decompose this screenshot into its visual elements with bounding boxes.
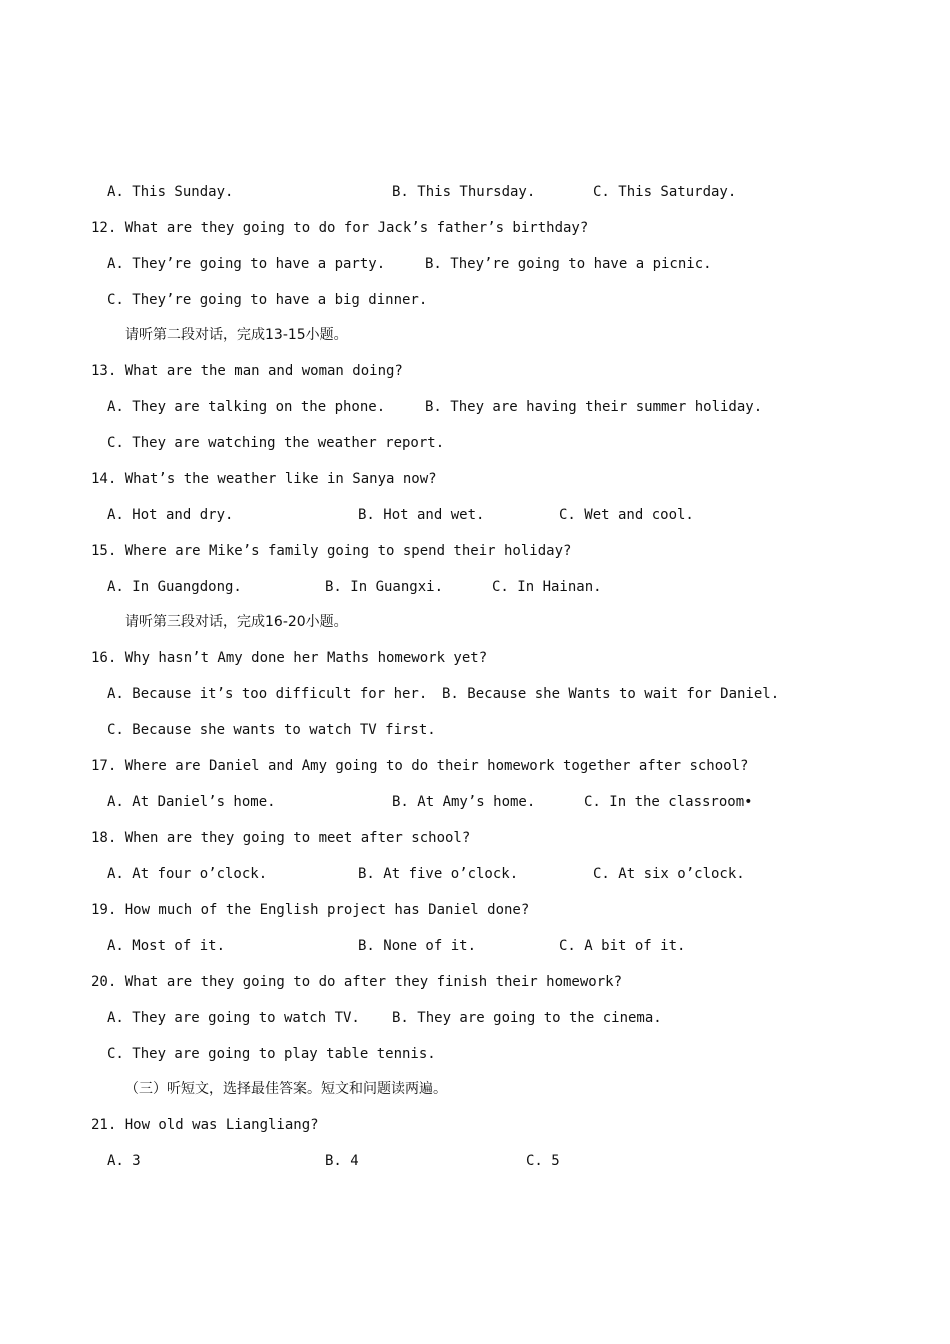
q13-option-b: B. They are having their summer holiday.: [425, 399, 763, 415]
q11-option-a: A. This Sunday.: [107, 184, 234, 200]
q19-option-b: B. None of it.: [358, 938, 477, 954]
q14-option-c: C. Wet and cool.: [559, 507, 694, 523]
section2-instruction: 请听第二段对话，完成13-15小题。: [125, 327, 348, 343]
q14-option-a: A. Hot and dry.: [107, 507, 234, 523]
q18-option-a: A. At four o’clock.: [107, 866, 268, 882]
q20-question: 20. What are they going to do after they finish their homework?: [91, 974, 623, 990]
q18-question: 18. When are they going to meet after school?: [91, 830, 471, 846]
q20-option-b: B. They are going to the cinema.: [392, 1010, 662, 1026]
q12-option-a: A. They’re going to have a party.: [107, 256, 386, 272]
q21-option-b: B. 4: [325, 1153, 359, 1169]
q16-option-c: C. Because she wants to watch TV first.: [107, 722, 436, 738]
q18-option-c: C. At six o’clock.: [593, 866, 745, 882]
q14-question: 14. What’s the weather like in Sanya now?: [91, 471, 437, 487]
q15-question: 15. Where are Mike’s family going to spend their holiday?: [91, 543, 572, 559]
part3-instruction: （三）听短文，选择最佳答案。短文和问题读两遍。: [125, 1081, 447, 1097]
q21-option-a: A. 3: [107, 1153, 141, 1169]
q14-option-b: B. Hot and wet.: [358, 507, 485, 523]
q13-option-a: A. They are talking on the phone.: [107, 399, 386, 415]
q11-option-c: C. This Saturday.: [593, 184, 737, 200]
section3-instruction: 请听第三段对话，完成16-20小题。: [125, 614, 348, 630]
q19-option-a: A. Most of it.: [107, 938, 226, 954]
q18-option-b: B. At five o’clock.: [358, 866, 519, 882]
q12-option-b: B. They’re going to have a picnic.: [425, 256, 712, 272]
q13-question: 13. What are the man and woman doing?: [91, 363, 403, 379]
q19-question: 19. How much of the English project has Daniel done?: [91, 902, 530, 918]
q16-option-b: B. Because she Wants to wait for Daniel.: [442, 686, 780, 702]
q12-option-c: C. They’re going to have a big dinner.: [107, 292, 428, 308]
q17-option-a: A. At Daniel’s home.: [107, 794, 276, 810]
q19-option-c: C. A bit of it.: [559, 938, 686, 954]
q17-option-c: C. In the classroom•: [584, 794, 753, 810]
q17-question: 17. Where are Daniel and Amy going to do their homework together after school?: [91, 758, 749, 774]
q21-question: 21. How old was Liangliang?: [91, 1117, 319, 1133]
q16-question: 16. Why hasn’t Amy done her Maths homework yet?: [91, 650, 488, 666]
q12-question: 12. What are they going to do for Jack’s father’s birthday?: [91, 220, 589, 236]
q15-option-b: B. In Guangxi.: [325, 579, 444, 595]
q11-option-b: B. This Thursday.: [392, 184, 536, 200]
q21-option-c: C. 5: [526, 1153, 560, 1169]
q16-option-a: A. Because it’s too difficult for her.: [107, 686, 428, 702]
q15-option-c: C. In Hainan.: [492, 579, 602, 595]
q17-option-b: B. At Amy’s home.: [392, 794, 536, 810]
q13-option-c: C. They are watching the weather report.: [107, 435, 445, 451]
q20-option-c: C. They are going to play table tennis.: [107, 1046, 436, 1062]
q20-option-a: A. They are going to watch TV.: [107, 1010, 360, 1026]
q15-option-a: A. In Guangdong.: [107, 579, 242, 595]
